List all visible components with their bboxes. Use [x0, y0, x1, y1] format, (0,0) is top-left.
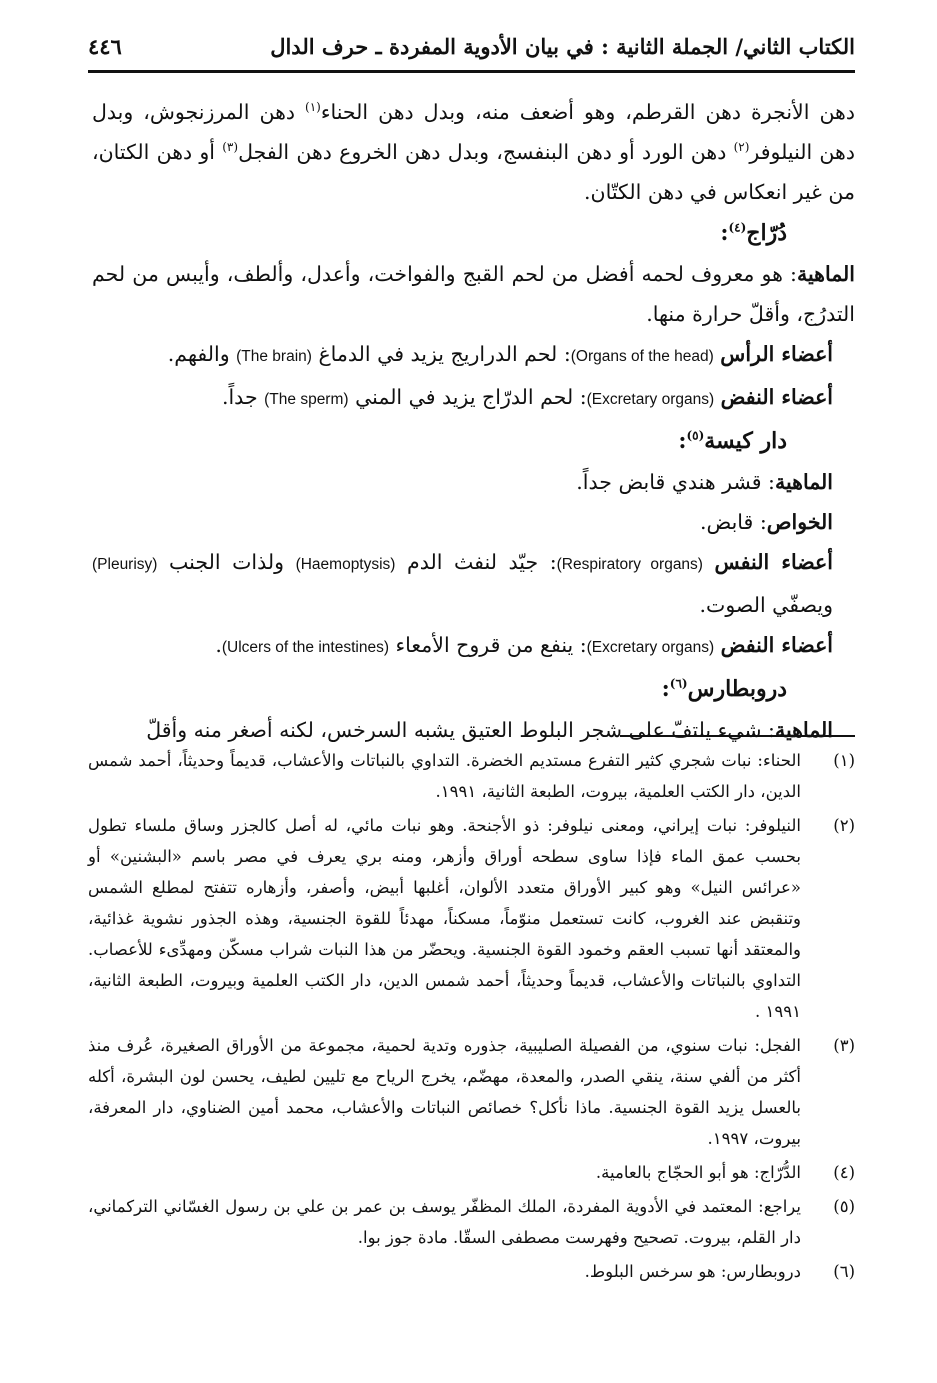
footnote-5	[88, 1191, 855, 1253]
footnote-text: دروبطارس: هو سرخس البلوط.	[584, 1262, 801, 1281]
darkisa-respiratory-organs: أعضاء النفس (Respiratory organs): جيّد لنفث الدم (Haemoptysis) ولذات الجنب (Pleurisy) ويصفّي الصوت.	[92, 550, 833, 617]
footnote-number: (٤)	[833, 1163, 855, 1182]
header-rule	[88, 70, 855, 73]
footnote-ref[interactable]: (١)	[305, 100, 321, 115]
footnote-6	[88, 1256, 855, 1287]
footnote-text: النيلوفر: نبات إيراني، ومعنى نيلوفر: ذو الأجنحة. وهو نبات مائي، له أصل كالجزر وساق ملساء تطول بحسب عمق الماء فإذا ساوى سطحه أوراق وأزهر، ومنه بري يعرف في مصر باسم «البشنين» أو «عرائس النيل» وهو كبير الأوراق متعدد الألوان، أغلبها أبيض، وأصفر، وأزهاره تتفتح لمطلع الشمس وتنقبض عند الغروب، كانت تستعمل منوّماً، مسكناً، مهدئاً للقوة الجنسية، وهذه الجذور نشوية غذائية، والمعتقد أنها تسبب العقم وخمود القوة الجنسية. ويحضّر من هذا النبات شراب مسكّن ومهدِّىء للأعصاب. التداوي بالنباتات والأعشاب، قديماً وحديثاً، أحمد شمس الدين، دار الكتب العلمية وبيروت، الطبعة الثانية، ١٩٩١ .	[88, 816, 801, 1021]
duraj-head-organs: أعضاء الرأس (Organs of the head): لحم الدراريج يزيد في الدماغ (The brain) والفهم.	[167, 342, 833, 366]
footnote-3	[88, 1030, 855, 1154]
footnote-text: الدُّرّاج: هو أبو الحجّاج بالعامية.	[595, 1163, 801, 1182]
footnote-ref[interactable]: (٦)	[669, 676, 688, 691]
footnote-number: (٣)	[833, 1036, 855, 1055]
footnote-1	[88, 745, 855, 807]
footnotes	[88, 745, 855, 1290]
running-header	[88, 30, 855, 70]
footnote-2	[88, 810, 855, 1027]
page-number: ٤٤٦	[88, 34, 122, 59]
footnote-separator	[620, 735, 855, 737]
footnote-number: (٢)	[833, 816, 855, 835]
footnote-ref[interactable]: (٥)	[686, 428, 705, 443]
duraj-excretary-organs: أعضاء النفض (Excretary organs): لحم الدرّاج يزيد في المني (The sperm) جداً.	[221, 385, 833, 409]
intro-paragraph: دهن الأنجرة دهن القرطم، وهو أضعف منه، وبدل دهن الحناء$^{(١)}$ دهن المرزنجوش، وبدل دهن النيلوفر$^{(٢)}$ دهن الورد أو دهن البنفسج، وبدل دهن الخروع دهن الفجل$^{(٣)}$ أو دهن الكتان، من غير انعكاس في دهن الكتّان.	[92, 100, 855, 204]
main-text	[92, 92, 855, 750]
darkisa-excretary-organs: أعضاء النفض (Excretary organs): ينفع من قروح الأمعاء (Ulcers of the intestines).	[215, 633, 833, 657]
duraj-mahiya: الماهية: هو معروف لحمه أفضل من لحم القبج والفواخت، وأعدل، وألطف، وأيبس من لحم التدرُج، وأقلّ حرارة منها.	[92, 262, 855, 326]
footnote-4	[88, 1157, 855, 1188]
section-label: الماهية	[774, 470, 833, 494]
section-label: أعضاء الرأس	[720, 342, 833, 366]
entry-title-drobtaris: دروبطارس$^{(٦)}$:	[661, 676, 787, 702]
darkisa-mahiya: الماهية: قشر هندي قابض جداً.	[576, 470, 833, 494]
footnote-ref[interactable]: (٣)	[222, 140, 239, 155]
entry-title-duraj: دُرّاج$^{(٤)}$:	[720, 220, 787, 246]
darkisa-khawas: الخواص: قابض.	[699, 510, 833, 534]
section-label: الماهية	[774, 718, 833, 742]
entry-title-darkisa: دار كيسة$^{(٥)}$:	[678, 428, 787, 454]
footnote-text: الحناء: نبات شجري كثير التفرع مستديم الخضرة. التداوي بالنباتات والأعشاب، قديماً وحديثاً، أحمد شمس الدين، دار الكتب العلمية، بيروت، الطبعة الثانية، ١٩٩١.	[88, 751, 801, 801]
section-label: الماهية	[796, 262, 855, 286]
footnote-ref[interactable]: (٢)	[733, 140, 750, 155]
drobtaris-mahiya: الماهية: شيء يلتفّ على شجر البلوط العتيق يشبه السرخس، لكنه أصغر منه وأقلّ	[146, 718, 833, 742]
section-label: أعضاء النفس	[714, 550, 833, 574]
footnote-ref[interactable]: (٤)	[728, 220, 747, 235]
footnote-number: (٥)	[833, 1197, 855, 1216]
section-label: أعضاء النفض	[720, 385, 833, 409]
header-title: الكتاب الثاني/ الجملة الثانية : في بيان الأدوية المفردة ـ حرف الدال	[270, 34, 855, 59]
section-label: أعضاء النفض	[720, 633, 833, 657]
footnote-number: (١)	[833, 751, 855, 770]
footnote-text: الفجل: نبات سنوي، من الفصيلة الصليبية، جذوره وتدية لحمية، مجموعة من الأوراق الصغيرة، عُرف منذ أكثر من ألفي سنة، ينقي الصدر، والمعدة، مهضّم، يخرج الرياح مع تليين لطيف، يحسن لون البشرة، أكله بالعسل يزيد القوة الجنسية. ماذا نأكل؟ خصائص النباتات والأعشاب، محمد أمين الضناوي، دار المعرفة، بيروت، ١٩٩٧.	[88, 1036, 801, 1148]
footnote-text: يراجع: المعتمد في الأدوية المفردة، الملك المظفّر يوسف بن عمر بن علي بن رسول الغسّاني التركماني، دار القلم، بيروت. تصحيح وفهرست مصطفى السقّا. مادة جوز بوا.	[88, 1197, 801, 1247]
section-label: الخواص	[766, 510, 833, 534]
footnote-number: (٦)	[833, 1262, 855, 1281]
